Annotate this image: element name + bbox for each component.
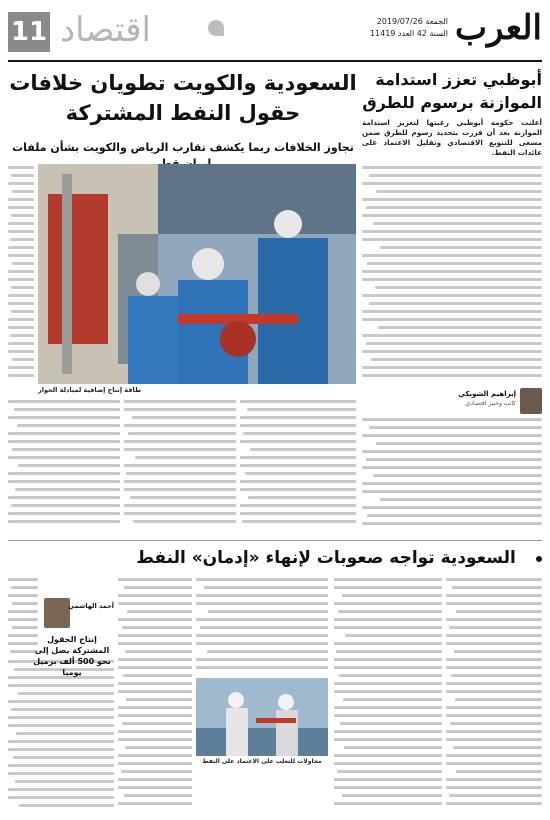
top-story-body-left xyxy=(8,166,34,382)
masthead xyxy=(8,6,542,62)
newspaper-logo: العرب xyxy=(455,8,542,48)
section-divider xyxy=(8,540,542,541)
top-story-photo-caption: طاقة إنتاج إضافية لمبادلة الحوار xyxy=(38,386,142,394)
page-number: 11 xyxy=(8,12,50,52)
issue-number: السنة 42 العدد 11419 xyxy=(369,29,448,38)
top-story-body-col1 xyxy=(8,400,120,536)
top-story-headline: السعودية والكويت تطويان خلافات حقول النفط المشتركة xyxy=(9,71,357,125)
bottom-story-body-col2 xyxy=(334,578,442,814)
bottom-story-body-col1 xyxy=(446,578,542,814)
pull-quote: إنتاج الحقول المشتركة يصل إلى نحو 500 ألف برميل يوميا xyxy=(33,635,111,677)
author-role: كاتب وخبير اقتصادي xyxy=(465,400,516,407)
bottom-story-author xyxy=(44,598,114,628)
issue-info xyxy=(348,16,448,40)
author-avatar xyxy=(44,598,70,628)
section-title: اقتصاد xyxy=(60,10,151,50)
oil-workers-photo-bottom xyxy=(196,678,328,756)
issue-date: الجمعة 2019/07/26 xyxy=(376,17,448,26)
bottom-story-body-col4 xyxy=(118,578,192,814)
side-story-body xyxy=(362,166,542,384)
bottom-story-body-col5 xyxy=(8,660,114,814)
oil-workers-photo xyxy=(38,164,356,384)
oil-workers-illustration xyxy=(38,164,356,384)
side-story xyxy=(362,68,542,158)
author-name: أحمد الهاشمي xyxy=(67,602,114,610)
side-story-body-continued xyxy=(362,418,542,536)
top-story-subheadline: تجاوز الخلافات ربما يكشف تقارب الرياض والكويت بشأن ملفات xyxy=(12,141,354,154)
bottom-story-photo-caption: محاولات للتغلب على الاعتماد على النفط xyxy=(202,758,322,765)
author-avatar xyxy=(520,388,542,414)
top-story-body-col3 xyxy=(240,400,356,536)
bottom-story-headline: السعودية تواجه صعوبات لإنهاء «إدمان» النفط xyxy=(110,546,542,570)
side-story-lead: أعلنت حكومة أبوظبي رغبتها لتعزيز استدامة الموازنة بعد أن قررت بتحديد رسوم للطرق ضمن مسعى للتنويع الاقتصادي وتقليل الاعتماد على عائدات النفط. xyxy=(362,118,542,157)
side-story-headline: أبوظبي تعزز استدامة الموازنة برسوم للطرق xyxy=(362,70,542,112)
side-story-author xyxy=(362,388,542,414)
bottom-story-body-col3 xyxy=(196,578,328,674)
top-story-body-col2 xyxy=(124,400,236,536)
section-decoration-icon xyxy=(208,20,224,36)
oil-workers-illustration xyxy=(196,678,328,756)
author-name: إبراهيم الشوبكي xyxy=(458,390,516,398)
